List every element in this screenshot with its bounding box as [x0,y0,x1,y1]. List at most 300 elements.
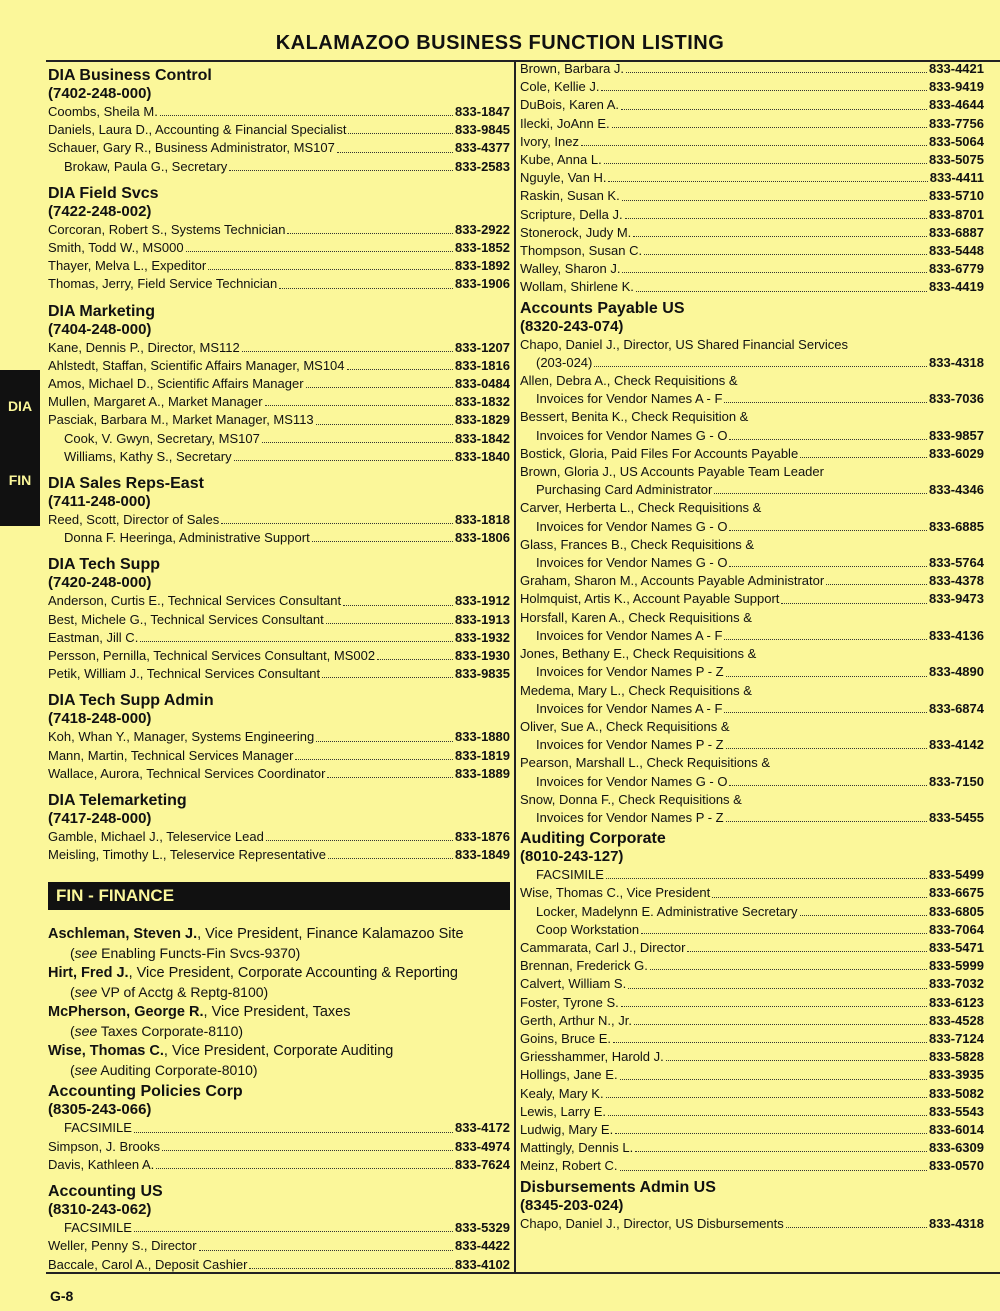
entry-phone: 833-5710 [929,188,984,204]
entry-phone: 833-4644 [929,97,984,113]
section-title: DIA Telemarketing [48,792,187,810]
entry-phone: 833-1832 [455,394,510,410]
entry-phone: 833-1913 [455,611,510,627]
entry-phone: 833-7756 [929,115,984,131]
entry-name: Ahlstedt, Staffan, Scientific Affairs Manager, MS104 [48,357,345,373]
entry-phone: 833-1842 [455,430,510,446]
directory-entry [520,1066,984,1084]
entry-name: Cook, V. Gwyn, Secretary, MS107 [64,430,260,446]
dot-leader [729,566,927,567]
entry-name: Gamble, Michael J., Teleservice Lead [48,829,264,845]
entry-name: DuBois, Karen A. [520,97,619,113]
entry-name: FACSIMILE [64,1220,132,1236]
entry-phone: 833-6779 [929,261,984,277]
entry-name: Petik, William J., Technical Services Consultant [48,666,321,682]
entry-phone: 833-1906 [455,276,510,292]
entry-name: Baccale, Carol A., Deposit Cashier [48,1256,248,1272]
see-paren: ( [70,1023,75,1040]
entry-phone: 833-1806 [455,530,510,546]
department-section [520,829,984,1175]
directory-entry [520,260,984,278]
entry-name: Wise, Thomas C., Vice President [520,885,711,901]
entry-name: Kane, Dennis P., Director, MS112 [48,339,240,355]
entry-name: Chapo, Daniel J., Director, US Disbursements [520,1215,784,1231]
directory-entry [48,430,510,448]
directory-entry [48,411,510,429]
dot-leader [650,969,927,970]
entry-phone: 833-1816 [455,357,510,373]
entry-phone: 833-6805 [929,903,984,919]
directory-entry [520,994,984,1012]
dot-leader [712,897,927,898]
see-reference [48,1061,510,1080]
dot-leader [635,1151,927,1152]
directory-entry [520,975,984,993]
auditing-corporate-section [520,829,984,1175]
see-reference [48,1022,510,1041]
directory-entry [520,627,984,645]
dot-leader [134,1132,453,1133]
dot-leader [377,659,453,660]
entry-line: Chapo, Daniel J., Director, US Shared Financial Services [520,336,849,352]
directory-entry [520,206,984,224]
dot-leader [306,387,454,388]
dot-leader [729,530,927,531]
department-section [520,1178,984,1233]
section-code: (7417-248-000) [48,810,152,828]
entry-phone: 833-1892 [455,258,510,274]
dot-leader [199,1250,453,1251]
entry-phone: 833-5471 [929,939,984,955]
dot-leader [327,777,453,778]
entry-phone: 833-4422 [455,1238,510,1254]
dot-leader [337,152,453,153]
entry-name: Wallace, Aurora, Technical Services Coordinator [48,765,326,781]
directory-entry [48,339,510,357]
dot-leader [581,145,927,146]
entry-name: Raskin, Susan K. [520,188,620,204]
dot-leader [687,951,927,952]
entry-name: Donna F. Heeringa, Administrative Support [64,530,310,546]
entry-phone: 833-9845 [455,122,510,138]
dot-leader [626,72,927,73]
directory-entry [520,921,984,939]
entry-phone: 833-7624 [455,1156,510,1172]
department-section [48,66,510,176]
dot-leader [134,1231,453,1232]
dot-leader [229,170,453,171]
entry-phone: 833-4102 [455,1256,510,1272]
directory-entry [48,511,510,529]
entry-name: Ivory, Inez [520,133,580,149]
entry-name: Coombs, Sheila M. [48,104,158,119]
dot-leader [265,405,453,406]
directory-entry [520,518,984,536]
entry-phone: 833-4890 [929,664,984,680]
section-title: DIA Tech Supp [48,556,160,574]
dot-leader [279,288,453,289]
entry-name: Coop Workstation [536,921,640,937]
entry-name: Eastman, Jill C. [48,629,139,645]
entry-name: FACSIMILE [64,1120,132,1136]
entry-phone: 833-1207 [455,339,510,355]
dot-leader [606,1097,927,1098]
continued-list [520,60,984,297]
directory-entry [48,747,510,765]
executive-line [48,924,510,944]
entry-name: Walley, Sharon J. [520,261,621,277]
dot-leader [608,1115,927,1116]
executive-title: , Vice President, Corporate Auditing [163,1043,394,1060]
entry-line: Brown, Gloria J., US Accounts Payable Team Leader [520,464,824,480]
entry-name: Thomas, Jerry, Field Service Technician [48,276,278,292]
dot-leader [604,163,927,164]
directory-entry [48,592,510,610]
entry-name: Williams, Kathy S., Secretary [64,448,232,464]
dot-leader [156,1168,453,1169]
entry-line: Horsfall, Karen A., Check Requisitions & [520,609,752,625]
see-target: Enabling Functs-Fin Svcs-9370) [101,945,301,962]
entry-name: Locker, Madelynn E. Administrative Secretary [536,903,798,919]
entry-phone: 833-4346 [929,482,984,498]
directory-entry [48,1237,510,1255]
entry-phone: 833-4377 [455,140,510,156]
directory-entry [520,60,984,78]
see-word: see [74,1023,98,1040]
side-index-tab [0,370,40,526]
entry-phone: 833-6874 [929,700,984,716]
directory-entry [520,663,984,681]
dot-leader [724,712,927,713]
entry-line: Allen, Debra A., Check Requisitions & [520,373,738,389]
entry-name: Daniels, Laura D., Accounting & Financial Specialist [48,122,347,138]
entry-name: Cammarata, Carl J., Director [520,939,686,955]
entry-phone: 833-6675 [929,885,984,901]
entry-name: Best, Michele G., Technical Services Consultant [48,611,324,627]
entry-name: Gerth, Arthur N., Jr. [520,1012,632,1028]
executive-list [48,924,510,1080]
directory-entry [520,390,984,408]
section-code: (8320-243-074) [520,317,624,335]
dot-leader [326,623,453,624]
entry-name: Ludwig, Mary E. [520,1121,614,1137]
section-title: DIA Tech Supp Admin [48,692,214,710]
entry-line: Bessert, Benita K., Check Requisition & [520,409,749,425]
dot-leader [726,821,927,822]
directory-entry [48,647,510,665]
entry-line: Medema, Mary L., Check Requisitions & [520,682,752,698]
entry-phone: 833-9857 [929,427,984,443]
entry-phone: 833-4142 [929,737,984,753]
page-title: KALAMAZOO BUSINESS FUNCTION LISTING [275,32,725,54]
directory-entry [48,828,510,846]
entry-name: Persson, Pernilla, Technical Services Consultant, MS002 [48,648,376,664]
accounts-payable-section [520,299,984,827]
department-section [48,1082,510,1174]
entry-name: Holmquist, Artis K., Account Payable Support [520,591,780,607]
entry-name: Foster, Tyrone S. [520,994,619,1010]
directory-entry [520,1121,984,1139]
dot-leader [726,748,927,749]
dot-leader [266,840,453,841]
entry-phone: 833-7036 [929,391,984,407]
entry-name: Reed, Scott, Director of Sales [48,512,220,528]
dot-leader [234,460,453,461]
dot-leader [621,1006,927,1007]
entry-phone: 833-4419 [929,279,984,295]
section-title: DIA Business Control [48,67,212,84]
directory-entry [48,765,510,783]
entry-phone: 833-4974 [455,1138,510,1154]
dot-leader [800,457,927,458]
entry-name: Stonerock, Judy M. [520,224,632,240]
dot-leader [781,603,927,604]
section-title: Auditing Corporate [520,830,666,848]
directory-entry [48,158,510,176]
entry-line: Pearson, Marshall L., Check Requisitions & [520,755,771,771]
directory-entry [520,903,984,921]
dot-leader [724,639,927,640]
directory-entry [520,809,984,827]
directory-entry [48,221,510,239]
entry-name: Simpson, J. Brooks [48,1138,160,1154]
directory-entry [520,866,984,884]
directory-entry [48,239,510,257]
entry-phone: 833-2583 [455,158,510,174]
directory-entry [520,1012,984,1030]
entry-phone: 833-9473 [929,591,984,607]
entry-name: Weller, Penny S., Director [48,1238,197,1254]
directory-entry [520,224,984,242]
entry-phone: 833-5329 [455,1220,510,1236]
directory-entry [48,611,510,629]
entry-name: Invoices for Vendor Names G - O [536,518,728,534]
entry-name: Brokaw, Paula G., Secretary [64,158,228,174]
entry-name: Koh, Whan Y., Manager, Systems Engineering [48,729,315,745]
entry-name: Thayer, Melva L., Expeditor [48,258,207,274]
entry-name: Nguyle, Van H. [520,170,607,186]
department-section [48,474,510,547]
dot-leader [287,233,453,234]
entry-phone: 833-5499 [929,867,984,883]
directory-entry [48,448,510,466]
entry-name: Invoices for Vendor Names G - O [536,555,728,571]
section-title: DIA Sales Reps-East [48,475,204,493]
entry-phone: 833-1876 [455,829,510,845]
directory-entry [520,1030,984,1048]
dot-leader [316,741,453,742]
entry-phone: 833-4421 [929,61,984,76]
directory-entry [520,133,984,151]
department-section [48,791,510,864]
entry-name: Invoices for Vendor Names P - Z [536,809,724,825]
entry-phone: 833-0570 [929,1158,984,1174]
entry-phone: 833-6309 [929,1140,984,1156]
dot-leader [726,676,927,677]
department-section [48,1182,510,1274]
department-section [48,555,510,683]
dot-leader [729,439,927,440]
directory-entry [48,1138,510,1156]
directory-entry [48,393,510,411]
entry-name: Amos, Michael D., Scientific Affairs Manager [48,376,304,392]
entry-phone: 833-6014 [929,1121,984,1137]
entry-name: Invoices for Vendor Names G - O [536,773,728,789]
entry-phone: 833-9835 [455,666,510,682]
entry-phone: 833-5448 [929,243,984,259]
executive-name: Hirt, Fred J. [48,965,129,982]
executive-title: , Vice President, Taxes [203,1004,351,1021]
see-reference [48,983,510,1002]
dot-leader [666,1060,927,1061]
dot-leader [800,915,927,916]
directory-entry [48,846,510,864]
directory-entry [520,1139,984,1157]
see-target: Auditing Corporate-8010) [100,1062,258,1079]
dot-leader [612,127,927,128]
entry-name: Griesshammer, Harold J. [520,1049,664,1065]
section-code: (8345-203-024) [520,1196,624,1214]
dot-leader [312,541,453,542]
dot-leader [615,1133,927,1134]
dot-leader [347,369,454,370]
department-section [48,184,510,294]
entry-phone: 833-8701 [929,206,984,222]
dot-leader [625,218,927,219]
see-word: see [74,984,98,1001]
entry-phone: 833-5999 [929,958,984,974]
dot-leader [316,424,453,425]
dot-leader [242,351,453,352]
directory-entry [520,773,984,791]
directory-entry [520,884,984,902]
executive-name: Aschleman, Steven J. [48,926,198,943]
entry-phone: 833-5764 [929,555,984,571]
entry-name: Meisling, Timothy L., Teleservice Representative [48,847,326,863]
entry-phone: 833-6887 [929,224,984,240]
dot-leader [328,858,453,859]
entry-phone: 833-1818 [455,512,510,528]
entry-phone: 833-5543 [929,1103,984,1119]
dot-leader [208,269,453,270]
entry-phone: 833-7150 [929,773,984,789]
dot-leader [221,523,453,524]
see-word: see [74,945,98,962]
entry-name: Ilecki, JoAnn E. [520,115,610,131]
dot-leader [295,759,453,760]
column-divider [514,60,516,1273]
entry-name: Thompson, Susan C. [520,243,643,259]
disbursements-section [520,1178,984,1233]
directory-entry [520,1085,984,1103]
entry-phone: 833-4318 [929,354,984,370]
section-title: Accounting Policies Corp [48,1083,243,1101]
directory-entry [520,590,984,608]
page-number: G-8 [50,1288,74,1304]
entry-phone: 833-1930 [455,648,510,664]
section-code: (8305-243-066) [48,1101,152,1119]
entry-phone: 833-6123 [929,994,984,1010]
entry-phone: 833-9419 [929,79,984,95]
executive-name: McPherson, George R. [48,1004,204,1021]
dot-leader [322,677,453,678]
directory-entry [48,275,510,293]
section-code: (8010-243-127) [520,848,624,866]
finance-sections [48,1082,510,1273]
see-paren: ( [70,945,75,962]
section-code: (7418-248-000) [48,710,152,728]
directory-entry [520,736,984,754]
directory-entry [520,354,984,372]
directory-entry [48,103,510,121]
entry-name: Mullen, Margaret A., Market Manager [48,394,263,410]
entry-name: Corcoran, Robert S., Systems Technician [48,221,286,237]
dot-leader [348,133,453,134]
directory-entry [520,115,984,133]
directory-entry [48,1219,510,1237]
entry-name: Invoices for Vendor Names G - O [536,427,728,443]
entry-phone: 833-6029 [929,445,984,461]
dot-leader [633,236,927,237]
directory-entry [48,1256,510,1274]
section-code: (7422-248-002) [48,202,152,220]
entry-name: Purchasing Card Administrator [536,482,713,498]
entry-phone: 833-6885 [929,518,984,534]
see-reference [48,944,510,963]
section-title: Accounting US [48,1183,163,1201]
executive-name: Wise, Thomas C. [48,1043,164,1060]
entry-phone: 833-1852 [455,240,510,256]
executive-line [48,1002,510,1022]
directory-entry [520,1103,984,1121]
entry-phone: 833-1849 [455,847,510,863]
entry-phone: 833-1847 [455,104,510,119]
entry-name: Invoices for Vendor Names A - F [536,700,723,716]
entry-name: Invoices for Vendor Names A - F [536,627,723,643]
directory-entry [520,445,984,463]
entry-name: Goins, Bruce E. [520,1030,612,1046]
dot-leader [636,291,927,292]
directory-entry [48,139,510,157]
see-paren: ( [70,984,75,1001]
directory-entry [48,121,510,139]
entry-phone: 833-1880 [455,729,510,745]
entry-phone: 833-3935 [929,1067,984,1083]
entry-name: Mann, Martin, Technical Services Manager [48,747,294,763]
entry-phone: 833-7124 [929,1030,984,1046]
dot-leader [140,641,453,642]
dot-leader [644,254,927,255]
dot-leader [186,251,453,252]
entry-name: Brown, Barbara J. [520,61,625,76]
dot-leader [620,1170,928,1171]
entry-phone: 833-7032 [929,976,984,992]
section-code: (7411-248-000) [48,493,151,511]
entry-name: Invoices for Vendor Names A - F [536,391,723,407]
directory-entry [520,78,984,96]
entry-name: Davis, Kathleen A. [48,1156,155,1172]
directory-entry [48,375,510,393]
directory-entry [520,151,984,169]
executive-line [48,1041,510,1061]
section-code: (7404-248-000) [48,320,152,338]
dot-leader [724,402,927,403]
dot-leader [249,1268,453,1269]
entry-name: Invoices for Vendor Names P - Z [536,737,724,753]
department-section [520,299,984,827]
section-title: DIA Marketing [48,302,155,320]
dot-leader [262,442,453,443]
